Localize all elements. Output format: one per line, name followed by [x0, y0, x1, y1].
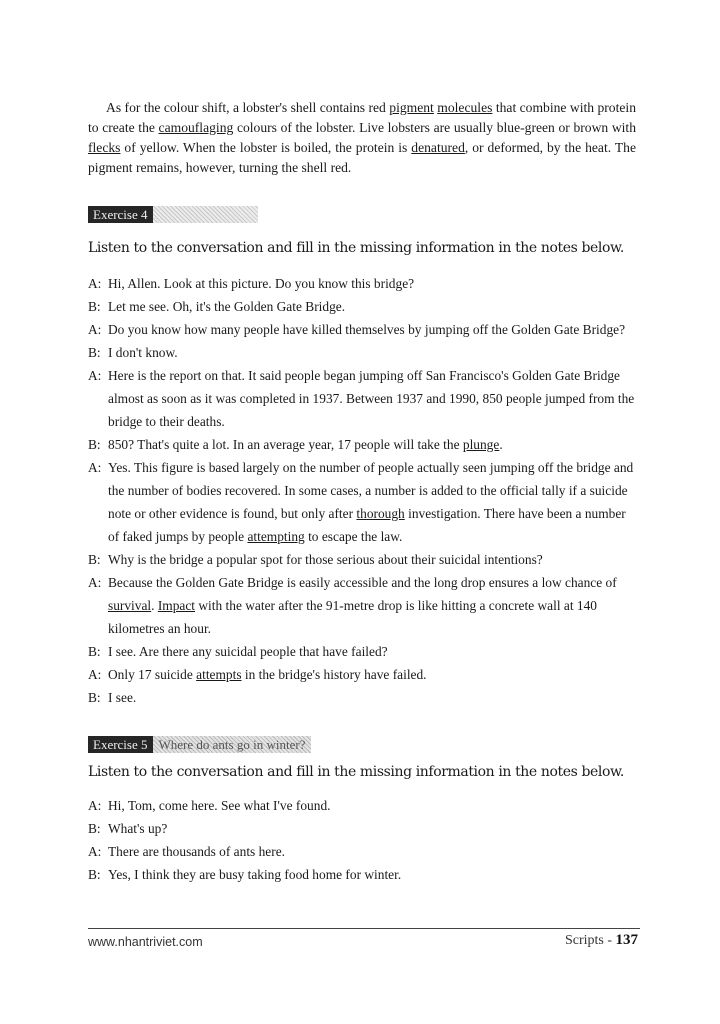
exercise-5-header — [88, 736, 311, 753]
dialogue-text — [108, 794, 636, 817]
underlined-vocabulary-word: Impact — [157, 598, 196, 613]
text-segment: of yellow. When the lobster is boiled, the protein is — [120, 140, 412, 155]
dialogue-line — [88, 840, 636, 863]
text-segment: I see. Are there any suicidal people that have failed? — [108, 644, 388, 659]
speaker-label: B: — [88, 345, 101, 360]
dialogue-text — [108, 686, 636, 709]
speaker-label: B: — [88, 644, 101, 659]
speaker-label: B: — [88, 552, 101, 567]
dialogue-line — [88, 433, 636, 456]
dialogue-text — [108, 571, 636, 640]
speaker-label: A: — [88, 322, 102, 337]
dialogue-line — [88, 364, 636, 433]
speaker-label: A: — [88, 276, 102, 291]
text-segment: Do you know how many people have killed themselves by jumping off the Golden Gate Bridge? — [108, 322, 626, 337]
dialogue-line — [88, 341, 636, 364]
dialogue-text — [108, 341, 636, 364]
dialogue-text — [108, 817, 636, 840]
text-segment: . — [499, 437, 503, 452]
text-segment: in the bridge's history have failed. — [241, 667, 427, 682]
dialogue-line — [88, 794, 636, 817]
text-segment: colours of the lobster. Live lobsters are usually blue-green or brown with — [233, 120, 636, 135]
text-segment: Because the Golden Gate Bridge is easily accessible and the long drop ensures a low chance of — [108, 575, 617, 590]
speaker-label: B: — [88, 867, 101, 882]
dialogue-text — [108, 272, 636, 295]
speaker-label: A: — [88, 460, 102, 475]
underlined-vocabulary-word: thorough — [356, 506, 405, 521]
dialogue-line — [88, 863, 636, 886]
speaker-label: A: — [88, 368, 102, 383]
text-segment: investigation. There have been a number of faked jumps by people — [108, 506, 626, 544]
text-segment: Here is the report on that. It said people began jumping off San Francisco's Golden Gate Bridge almost as soon as it was completed in 1937. Between 1937 and 1990, 850 people jumped from the bridge to their deaths. — [108, 368, 635, 429]
text-segment: with the water after the 91-metre drop is like hitting a concrete wall at 140 kilometres an hour. — [108, 598, 597, 636]
text-segment: Hi, Tom, come here. See what I've found. — [108, 798, 331, 813]
underlined-vocabulary-word: denatured — [411, 140, 465, 155]
exercise-4-title-band — [153, 206, 258, 223]
footer-website: www.nhantriviet.com — [88, 935, 203, 949]
underlined-vocabulary-word: attempts — [196, 667, 242, 682]
underlined-vocabulary-word: camouflaging — [158, 120, 234, 135]
text-segment: , or deformed, by the heat. The pigment remains, however, turning the shell red. — [88, 140, 636, 175]
speaker-label: B: — [88, 299, 101, 314]
text-segment: Why is the bridge a popular spot for those serious about their suicidal intentions? — [108, 552, 543, 567]
footer-page-label — [565, 932, 638, 949]
dialogue-line — [88, 548, 636, 571]
dialogue-line — [88, 456, 636, 548]
exercise-5-dialogue — [88, 794, 636, 886]
underlined-vocabulary-word: survival — [108, 598, 152, 613]
exercise-4-dialogue — [88, 272, 636, 709]
speaker-label: A: — [88, 844, 102, 859]
dialogue-line — [88, 318, 636, 341]
exercise-4-header — [88, 206, 258, 223]
dialogue-text — [108, 295, 636, 318]
intro-paragraph — [88, 98, 636, 178]
text-segment: Let me see. Oh, it's the Golden Gate Bridge. — [108, 299, 346, 314]
exercise-4-label: Exercise 4 — [88, 206, 153, 223]
underlined-vocabulary-word: molecules — [437, 100, 493, 115]
text-segment: As for the colour shift, a lobster's shell contains red — [106, 100, 390, 115]
text-segment: 850? That's quite a lot. In an average year, 17 people will take the — [108, 437, 463, 452]
text-segment: I see. — [108, 690, 137, 705]
footer-section: Scripts - — [564, 933, 616, 948]
text-segment: I don't know. — [108, 345, 178, 360]
exercise-5-label: Exercise 5 — [88, 736, 153, 753]
text-segment: that combine with protein to create the — [88, 100, 636, 135]
text-segment: There are thousands of ants here. — [108, 844, 285, 859]
text-segment: What's up? — [108, 821, 168, 836]
text-segment: to escape the law. — [304, 529, 403, 544]
text-segment: Only 17 suicide — [108, 667, 197, 682]
dialogue-text — [108, 456, 636, 548]
dialogue-line — [88, 272, 636, 295]
speaker-label: A: — [88, 667, 102, 682]
dialogue-text — [108, 840, 636, 863]
dialogue-text — [108, 318, 636, 341]
text-segment: Hi, Allen. Look at this picture. Do you know this bridge? — [108, 276, 415, 291]
underlined-vocabulary-word: attempting — [247, 529, 305, 544]
dialogue-line — [88, 686, 636, 709]
dialogue-text — [108, 640, 636, 663]
speaker-label: B: — [88, 437, 101, 452]
text-segment: Yes, I think they are busy taking food home for winter. — [108, 867, 402, 882]
speaker-label: B: — [88, 690, 101, 705]
dialogue-text — [108, 548, 636, 571]
exercise-5-instruction: Listen to the conversation and fill in the missing information in the notes below. — [88, 764, 624, 780]
underlined-vocabulary-word: plunge — [462, 437, 500, 452]
speaker-label: B: — [88, 821, 101, 836]
speaker-label: A: — [88, 798, 102, 813]
underlined-vocabulary-word: pigment — [389, 100, 434, 115]
text-segment: Yes. This figure is based largely on the number of people actually seen jumping off the bridge and the number of bodies recovered. In some cases, a number is added to the official tally if a suicide note or other evidence is found, but only after — [108, 460, 634, 521]
dialogue-line — [88, 295, 636, 318]
dialogue-text — [108, 364, 636, 433]
dialogue-text — [108, 863, 636, 886]
dialogue-line — [88, 817, 636, 840]
dialogue-line — [88, 571, 636, 640]
underlined-vocabulary-word: flecks — [88, 140, 121, 155]
dialogue-text — [108, 433, 636, 456]
text-segment: . — [151, 598, 158, 613]
exercise-4-instruction: Listen to the conversation and fill in the missing information in the notes below. — [88, 240, 624, 256]
footer-divider — [88, 928, 640, 929]
speaker-label: A: — [88, 575, 102, 590]
dialogue-line — [88, 640, 636, 663]
page-number: 137 — [615, 932, 638, 948]
exercise-5-title: Where do ants go in winter? — [153, 736, 312, 753]
dialogue-text — [108, 663, 636, 686]
dialogue-line — [88, 663, 636, 686]
